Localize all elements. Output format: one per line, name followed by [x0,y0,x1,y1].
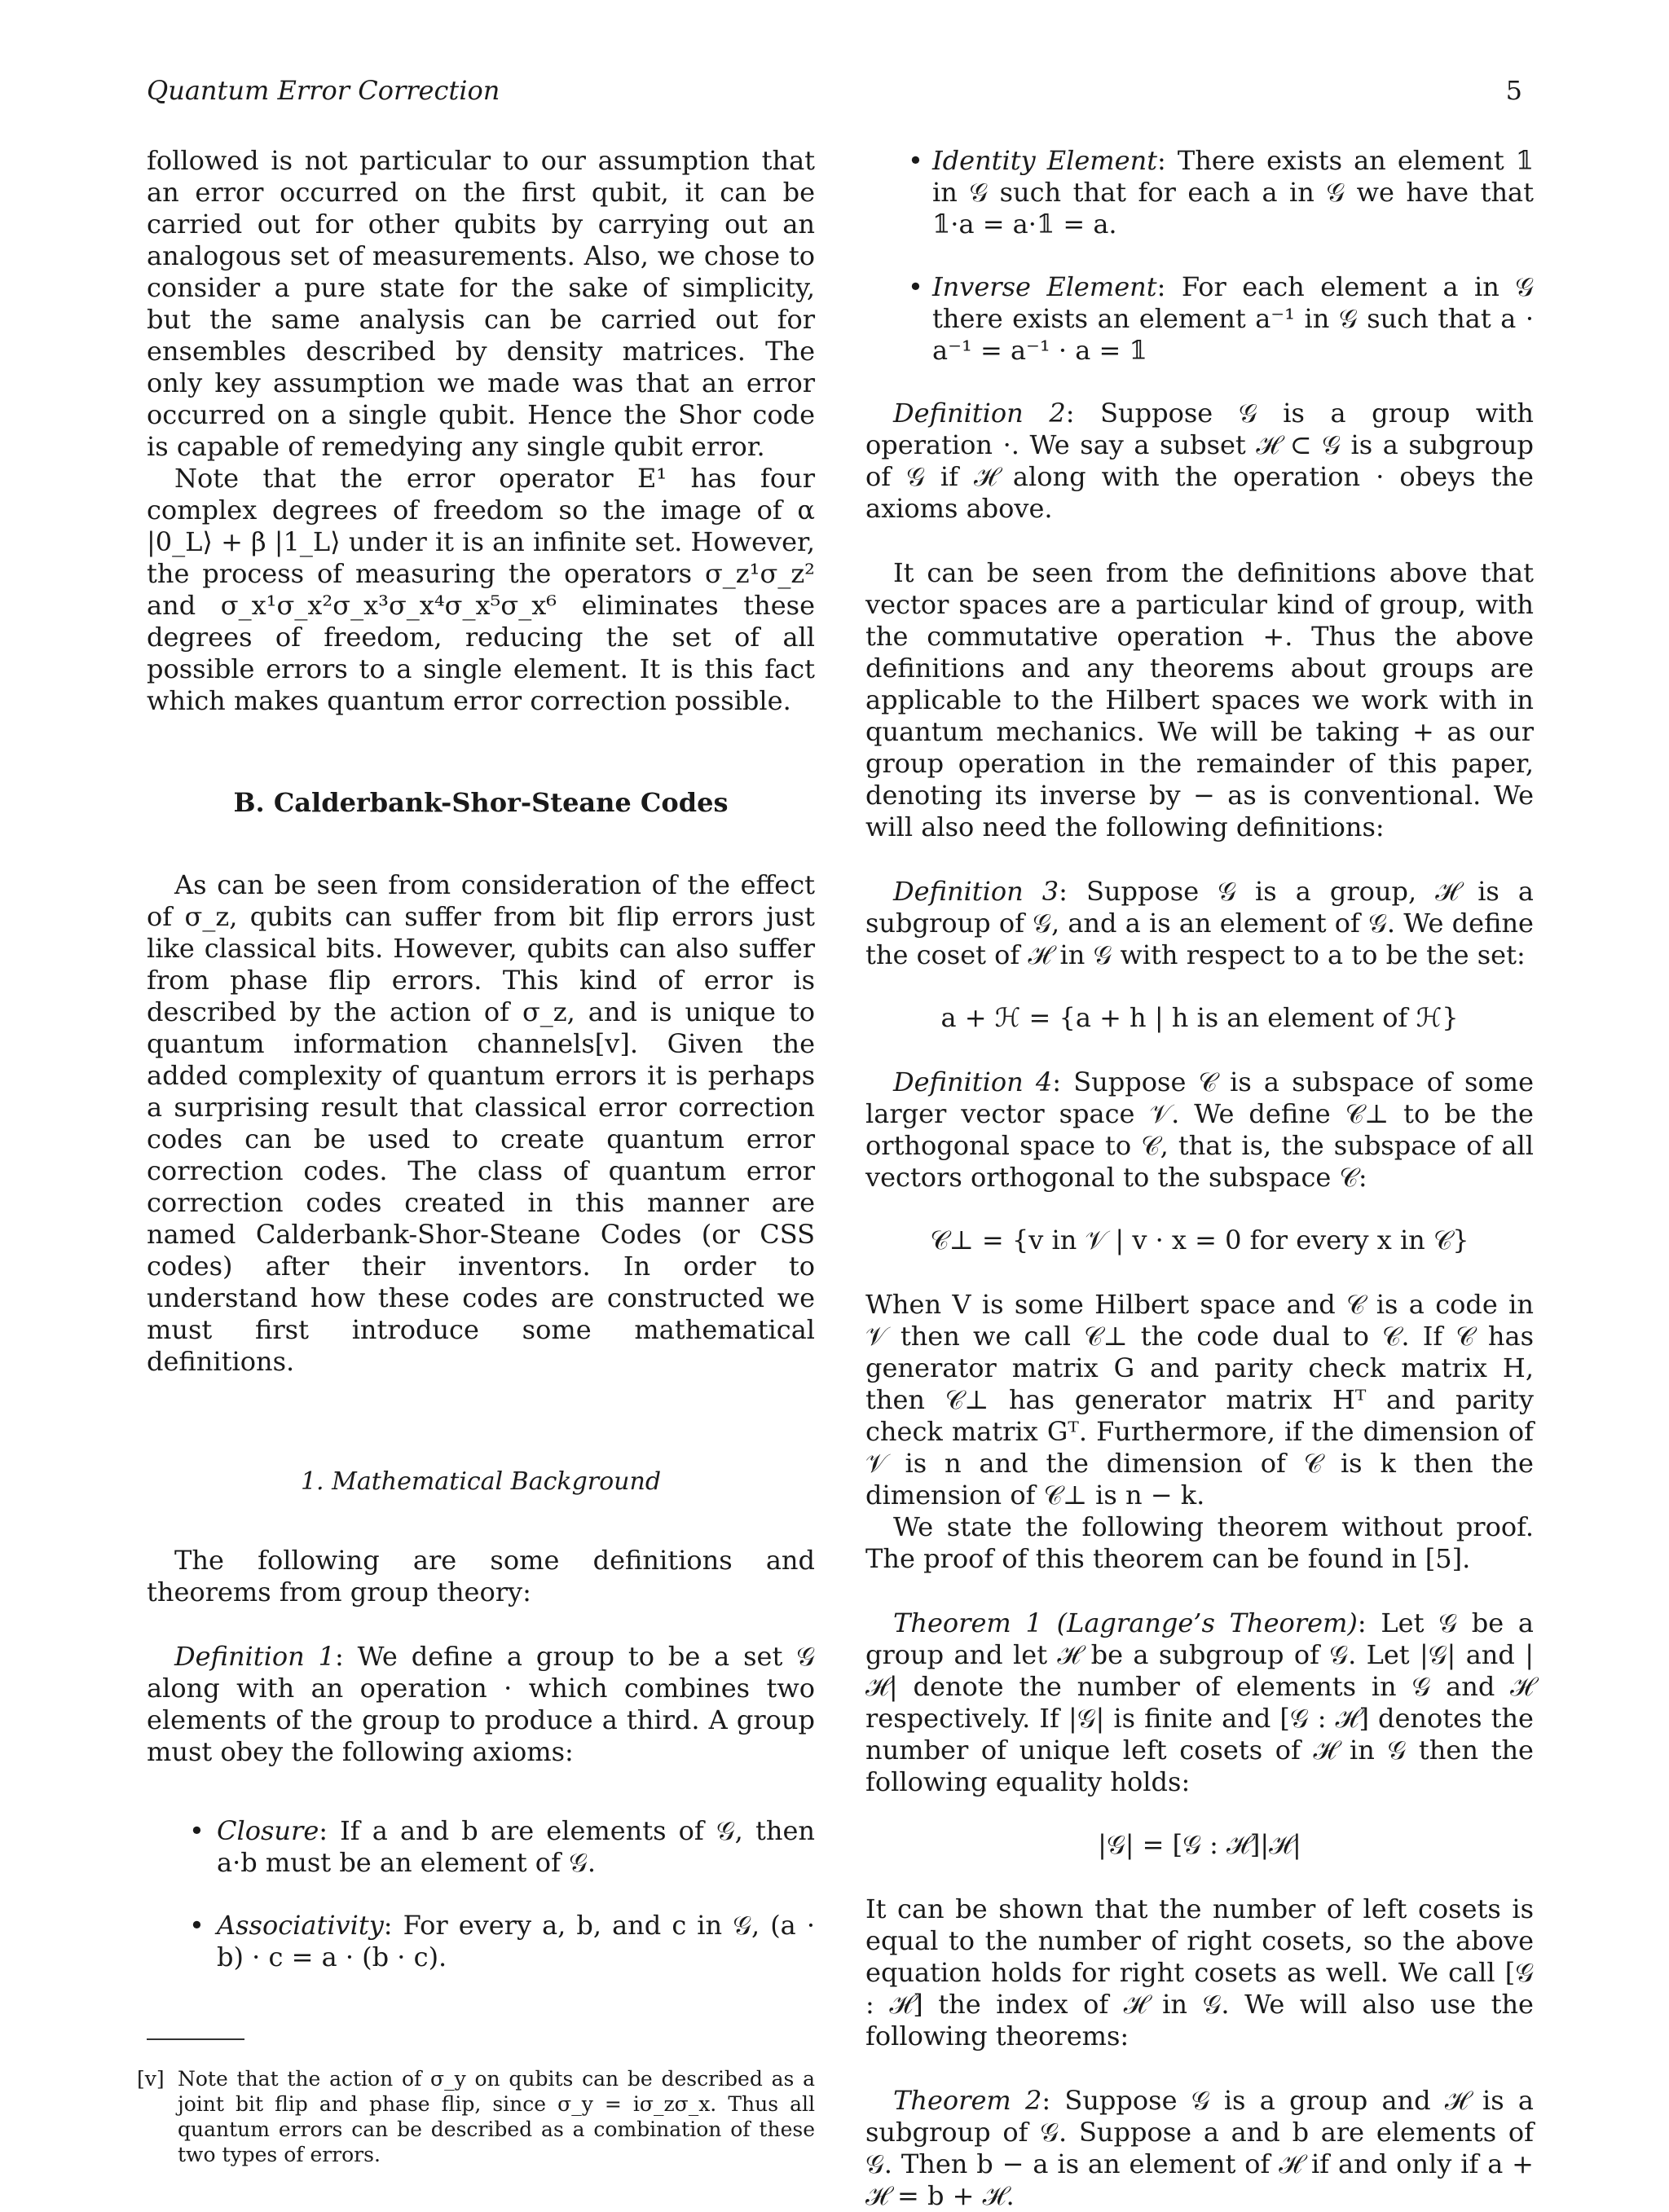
paragraph-vector-spaces: It can be seen from the definitions above that vector spaces are a particular kind of group, with the commutative operation +. Thus the above definitions and any theorems about groups are applicable to the Hilbert spaces we work with in quantum mechanics. We will be taking + as our group operation in the remainder of this paper, denoting its inverse by − as is conventional. We will also need the following definitions: [865,557,1534,842]
footnote-text: Note that the action of σ_y on qubits can be described as a joint bit flip and phase flip, since σ_y = iσ_zσ_x. Thus all quantum errors can be described as a combination of these two types of errors. [178,2067,815,2166]
definition-3-label: Definition 3 [893,876,1059,907]
definition-3-text: : Suppose 𝒢 is a group, ℋ is a subgroup of 𝒢, and a is an element of 𝒢. We define the coset of ℋ in 𝒢 with respect to a to be the set: [865,876,1534,970]
inverse-label: Inverse Element [932,271,1157,302]
theorem-1 [865,1607,1534,1798]
paragraph-shor-continuation: followed is not particular to our assumption that an error occurred on the first qubit, it can be carried out for other qubits by carrying out an analogous set of measurements. Also, we chose to consider a pure state for the sake of simplicity, but the same analysis can be carried out for ensembles described by density matrices. The only key assumption we made was that an error occurred on a single qubit. Hence the Shor code is capable of remedying any single qubit error. [147,145,815,462]
paragraph-cosets-index: It can be shown that the number of left cosets is equal to the number of right cosets, so the above equation holds for right cosets as well. We call [𝒢 : ℋ] the index of ℋ in 𝒢. We will also use the following theorems: [865,1893,1534,2051]
closure-label: Closure [217,1815,319,1846]
group-axioms-list-continued [865,145,1534,367]
paragraph-css-intro: As can be seen from consideration of the effect of σ_z, qubits can suffer from bit flip errors just like classical bits. However, qubits can also suffer from phase flip errors. This kind of error is described by the action of σ_z, and is unique to quantum information channels[v]. Given the added complexity of quantum errors it is perhaps a surprising result that classical error correction codes can be used to create quantum error correction codes. The class of quantum error correction codes created in this manner are named Calderbank-Shor-Steane Codes (or CSS codes) after their inventors. In order to understand how these codes are constructed we must first introduce some mathematical definitions. [147,869,815,1377]
footnote-mark: [v] [137,2067,165,2091]
definition-4 [865,1066,1534,1194]
paragraph-dual-code: When V is some Hilbert space and 𝒞 is a code in 𝒱 then we call 𝒞⊥ the code dual to 𝒞. If 𝒞 has generator matrix G and parity check matrix H, then 𝒞⊥ has generator matrix Hᵀ and parity check matrix Gᵀ. Furthermore, if the dimension of 𝒱 is n and the dimension of 𝒞 is k then the dimension of 𝒞⊥ is n − k. [865,1289,1534,1511]
page-number: 5 [1505,75,1522,106]
paragraph-group-theory-intro: The following are some definitions and theorems from group theory: [147,1545,815,1607]
definition-4-label: Definition 4 [893,1066,1053,1097]
definition-1-text: : We define a group to be a set 𝒢 along with an operation · which combines two elements of the group to produce a third. A group must obey the following axioms: [147,1641,815,1767]
list-item-associativity [147,1910,815,1973]
right-column [865,145,1534,2212]
associativity-label: Associativity [217,1910,384,1941]
footnote-v [137,2066,815,2167]
identity-text: : There exists an element 𝟙 in 𝒢 such that for each a in 𝒢 we have that 𝟙·a = a·𝟙 = a. [932,145,1534,240]
theorem-2 [865,2085,1534,2212]
paragraph-theorem-intro: We state the following theorem without proof. The proof of this theorem can be found in [5]. [865,1511,1534,1574]
equation-coset: a + ℋ = {a + h | h is an element of ℋ} [940,1002,1459,1033]
theorem-1-label: Theorem 1 (Lagrange’s Theorem) [893,1607,1358,1638]
definition-1-label: Definition 1 [174,1641,335,1672]
list-item-closure [147,1815,815,1879]
running-title: Quantum Error Correction [147,75,500,106]
footnote-divider [147,2038,244,2040]
identity-label: Identity Element [932,145,1158,176]
definition-3 [865,876,1534,971]
left-column [137,145,815,2167]
group-axioms-list [147,1815,815,1973]
list-item-identity [865,145,1534,240]
theorem-2-label: Theorem 2 [893,2085,1042,2116]
subsection-heading-math-background: 1. Mathematical Background [300,1467,662,1496]
definition-1 [147,1641,815,1768]
section-heading-css-codes: B. Calderbank-Shor-Steane Codes [233,787,729,818]
definition-2 [865,398,1534,525]
theorem-1-text: : Let 𝒢 be a group and let ℋ be a subgroup of 𝒢. Let |𝒢| and |ℋ| denote the number of elements in 𝒢 and ℋ respectively. If |𝒢| is finite and [𝒢 : ℋ] denotes the number of unique left cosets of ℋ in 𝒢 then the following equality holds: [865,1607,1534,1797]
paragraph-error-operator: Note that the error operator E¹ has four complex degrees of freedom so the image of α |0_L⟩ + β |1_L⟩ under it is an infinite set. However, the process of measuring the operators σ_z¹σ_z² and σ_x¹σ_x²σ_x³σ_x⁴σ_x⁵σ_x⁶ eliminates these degrees of freedom, reducing the set of all possible errors to a single element. It is this fact which makes quantum error correction possible. [147,463,815,716]
inverse-text: : For each element a in 𝒢 there exists an element a⁻¹ in 𝒢 such that a · a⁻¹ = a⁻¹ · a = 𝟙 [932,271,1534,366]
closure-text: : If a and b are elements of 𝒢, then a·b must be an element of 𝒢. [217,1815,815,1878]
equation-orthogonal-space: 𝒞⊥ = {v in 𝒱 | v · x = 0 for every x in 𝒞} [930,1225,1469,1256]
definition-2-text: : Suppose 𝒢 is a group with operation ·. We say a subset ℋ ⊂ 𝒢 is a subgroup of 𝒢 if ℋ along with the operation · obeys the axioms above. [865,398,1534,524]
associativity-text: : For every a, b, and c in 𝒢, (a · b) · c = a · (b · c). [217,1910,815,1972]
definition-2-label: Definition 2 [893,398,1066,429]
equation-lagrange: |𝒢| = [𝒢 : ℋ]|ℋ| [1098,1829,1301,1860]
theorem-2-text: : Suppose 𝒢 is a group and ℋ is a subgroup of 𝒢. Suppose a and b are elements of 𝒢. Then b − a is an element of ℋ if and only if a + ℋ = b + ℋ. [865,2085,1535,2211]
definition-4-text: : Suppose 𝒞 is a subspace of some larger vector space 𝒱. We define 𝒞⊥ to be the orthogonal space to 𝒞, that is, the subspace of all vectors orthogonal to the subspace 𝒞: [865,1066,1535,1193]
list-item-inverse [865,271,1534,367]
